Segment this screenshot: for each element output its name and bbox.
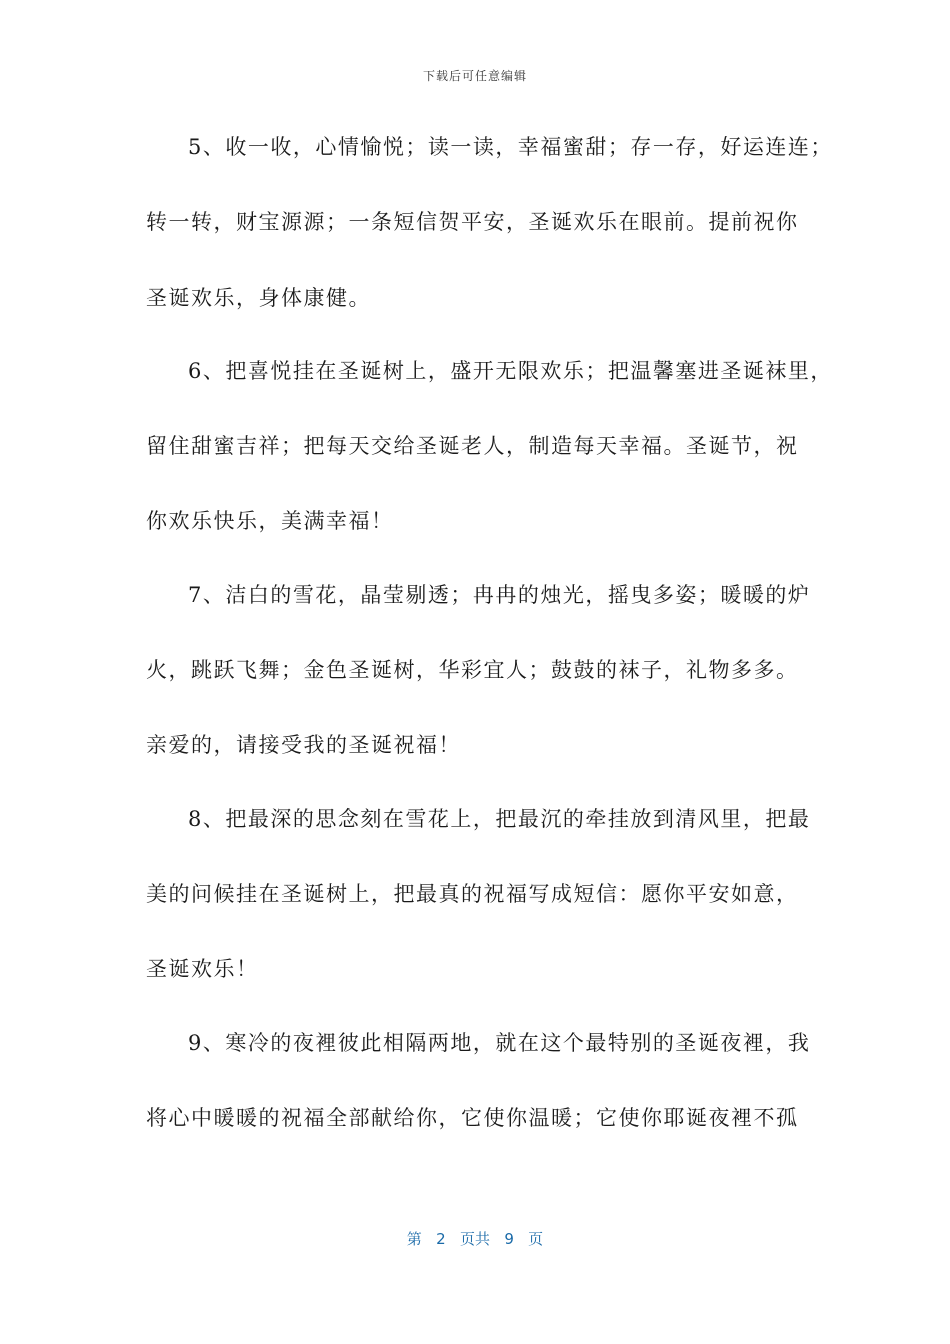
paragraph-6-line-3: 你欢乐快乐，美满幸福！	[146, 509, 394, 533]
paragraph-7-line-3: 亲爱的，请接受我的圣诞祝福！	[146, 733, 461, 757]
page-header: 下载后可任意编辑	[422, 69, 527, 83]
footer-prefix: 第	[406, 1230, 422, 1248]
paragraph-9-line-1: 9、寒冷的夜裡彼此相隔两地，就在这个最特别的圣诞夜裡，我	[188, 1031, 811, 1055]
paragraph-9-line-2: 将心中暖暖的祝福全部献给你，它使你温暖；它使你耶诞夜裡不孤	[146, 1106, 799, 1130]
paragraph-7-line-1: 7、洁白的雪花，晶莹剔透；冉冉的烛光，摇曳多姿；暖暖的炉	[188, 583, 811, 607]
footer-middle: 页共	[459, 1230, 490, 1248]
paragraph-6-line-2: 留住甜蜜吉祥；把每天交给圣诞老人，制造每天幸福。圣诞节，祝	[146, 434, 799, 458]
page-footer	[0, 1228, 950, 1249]
paragraph-5-line-1: 5、收一收，心情愉悦；读一读，幸福蜜甜；存一存，好运连连；	[188, 135, 833, 159]
paragraph-8-line-2: 美的问候挂在圣诞树上，把最真的祝福写成短信：愿你平安如意，	[146, 882, 799, 906]
footer-current-page: 2	[436, 1230, 446, 1248]
footer-total-pages: 9	[504, 1230, 514, 1248]
paragraph-5-line-2: 转一转，财宝源源；一条短信贺平安，圣诞欢乐在眼前。提前祝你	[146, 210, 799, 234]
paragraph-8-line-3: 圣诞欢乐！	[146, 957, 259, 981]
paragraph-5-line-3: 圣诞欢乐，身体康健。	[146, 286, 371, 310]
footer-suffix: 页	[528, 1230, 544, 1248]
paragraph-6-line-1: 6、把喜悦挂在圣诞树上，盛开无限欢乐；把温馨塞进圣诞袜里，	[188, 359, 833, 383]
paragraph-8-line-1: 8、把最深的思念刻在雪花上，把最沉的牵挂放到清风里，把最	[188, 807, 811, 831]
paragraph-7-line-2: 火，跳跃飞舞；金色圣诞树，华彩宜人；鼓鼓的袜子，礼物多多。	[146, 658, 799, 682]
